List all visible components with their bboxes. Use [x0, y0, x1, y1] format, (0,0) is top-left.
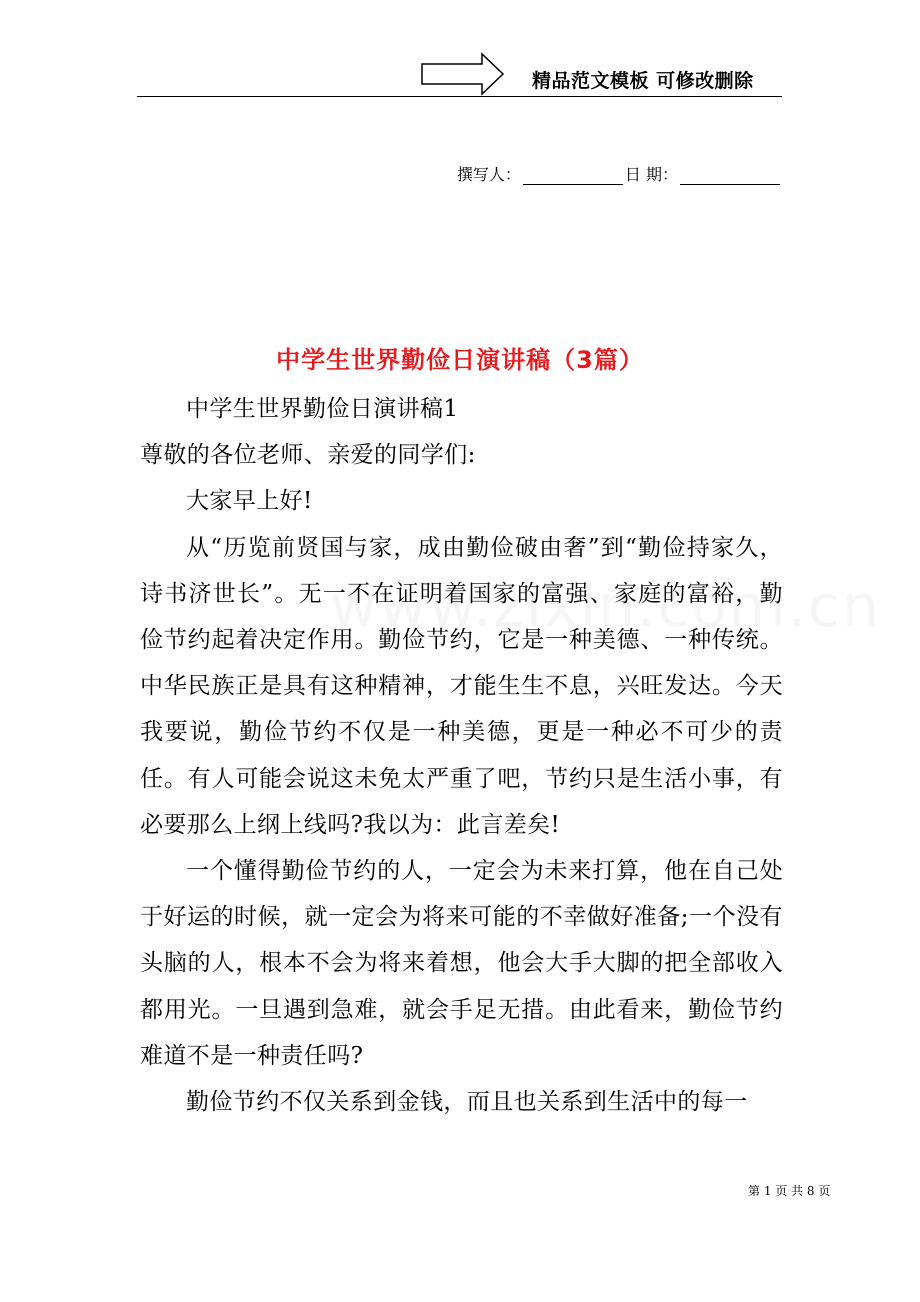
- document-title: 中学生世界勤俭日演讲稿（3篇）: [276, 346, 644, 374]
- section-heading: 中学生世界勤俭日演讲稿1: [186, 396, 459, 422]
- salutation: 尊敬的各位老师、亲爱的同学们:: [140, 442, 476, 469]
- header-divider: [137, 96, 782, 97]
- author-label: 撰写人：: [456, 165, 521, 184]
- page-number-footer: 第 1 页 共 8 页: [748, 1184, 831, 1198]
- right-arrow-outline-icon: [421, 52, 505, 96]
- date-blank: [680, 166, 780, 185]
- date-label: 日 期：: [624, 165, 678, 184]
- header-template-label: 精品范文模板 可修改删除: [532, 70, 754, 92]
- body-paragraph: 勤俭节约不仅关系到金钱，而且也关系到生活中的每一: [186, 1089, 748, 1116]
- author-date-line: [457, 162, 782, 185]
- body-paragraph: 一个懂得勤俭节约的人，一定会为未来打算，他在自己处于好运的时候，就一定会为将来可能的不幸做好准备;一个没有头脑的人，根本不会为将来着想，他会大手大脚的把全部收入都用光。一旦遇到急难，就会手足无措。由此看来，勤俭节约难道不是一种责任吗?: [140, 858, 783, 1069]
- author-blank: [523, 166, 623, 185]
- greeting: 大家早上好!: [186, 488, 313, 515]
- document-body: [140, 386, 783, 1125]
- body-paragraph: 从“历览前贤国与家，成由勤俭破由奢”到“勤俭持家久，诗书济世长”。无一不在证明着国家的富强、家庭的富裕，勤俭节约起着决定作用。勤俭节约，它是一种美德、一种传统。中华民族正是具有这种精神，才能生生不息，兴旺发达。今天我要说，勤俭节约不仅是一种美德，更是一种必不可少的责任。有人可能会说这未免太严重了吧，节约只是生活小事，有必要那么上纲上线吗?我以为：此言差矣!: [140, 534, 783, 838]
